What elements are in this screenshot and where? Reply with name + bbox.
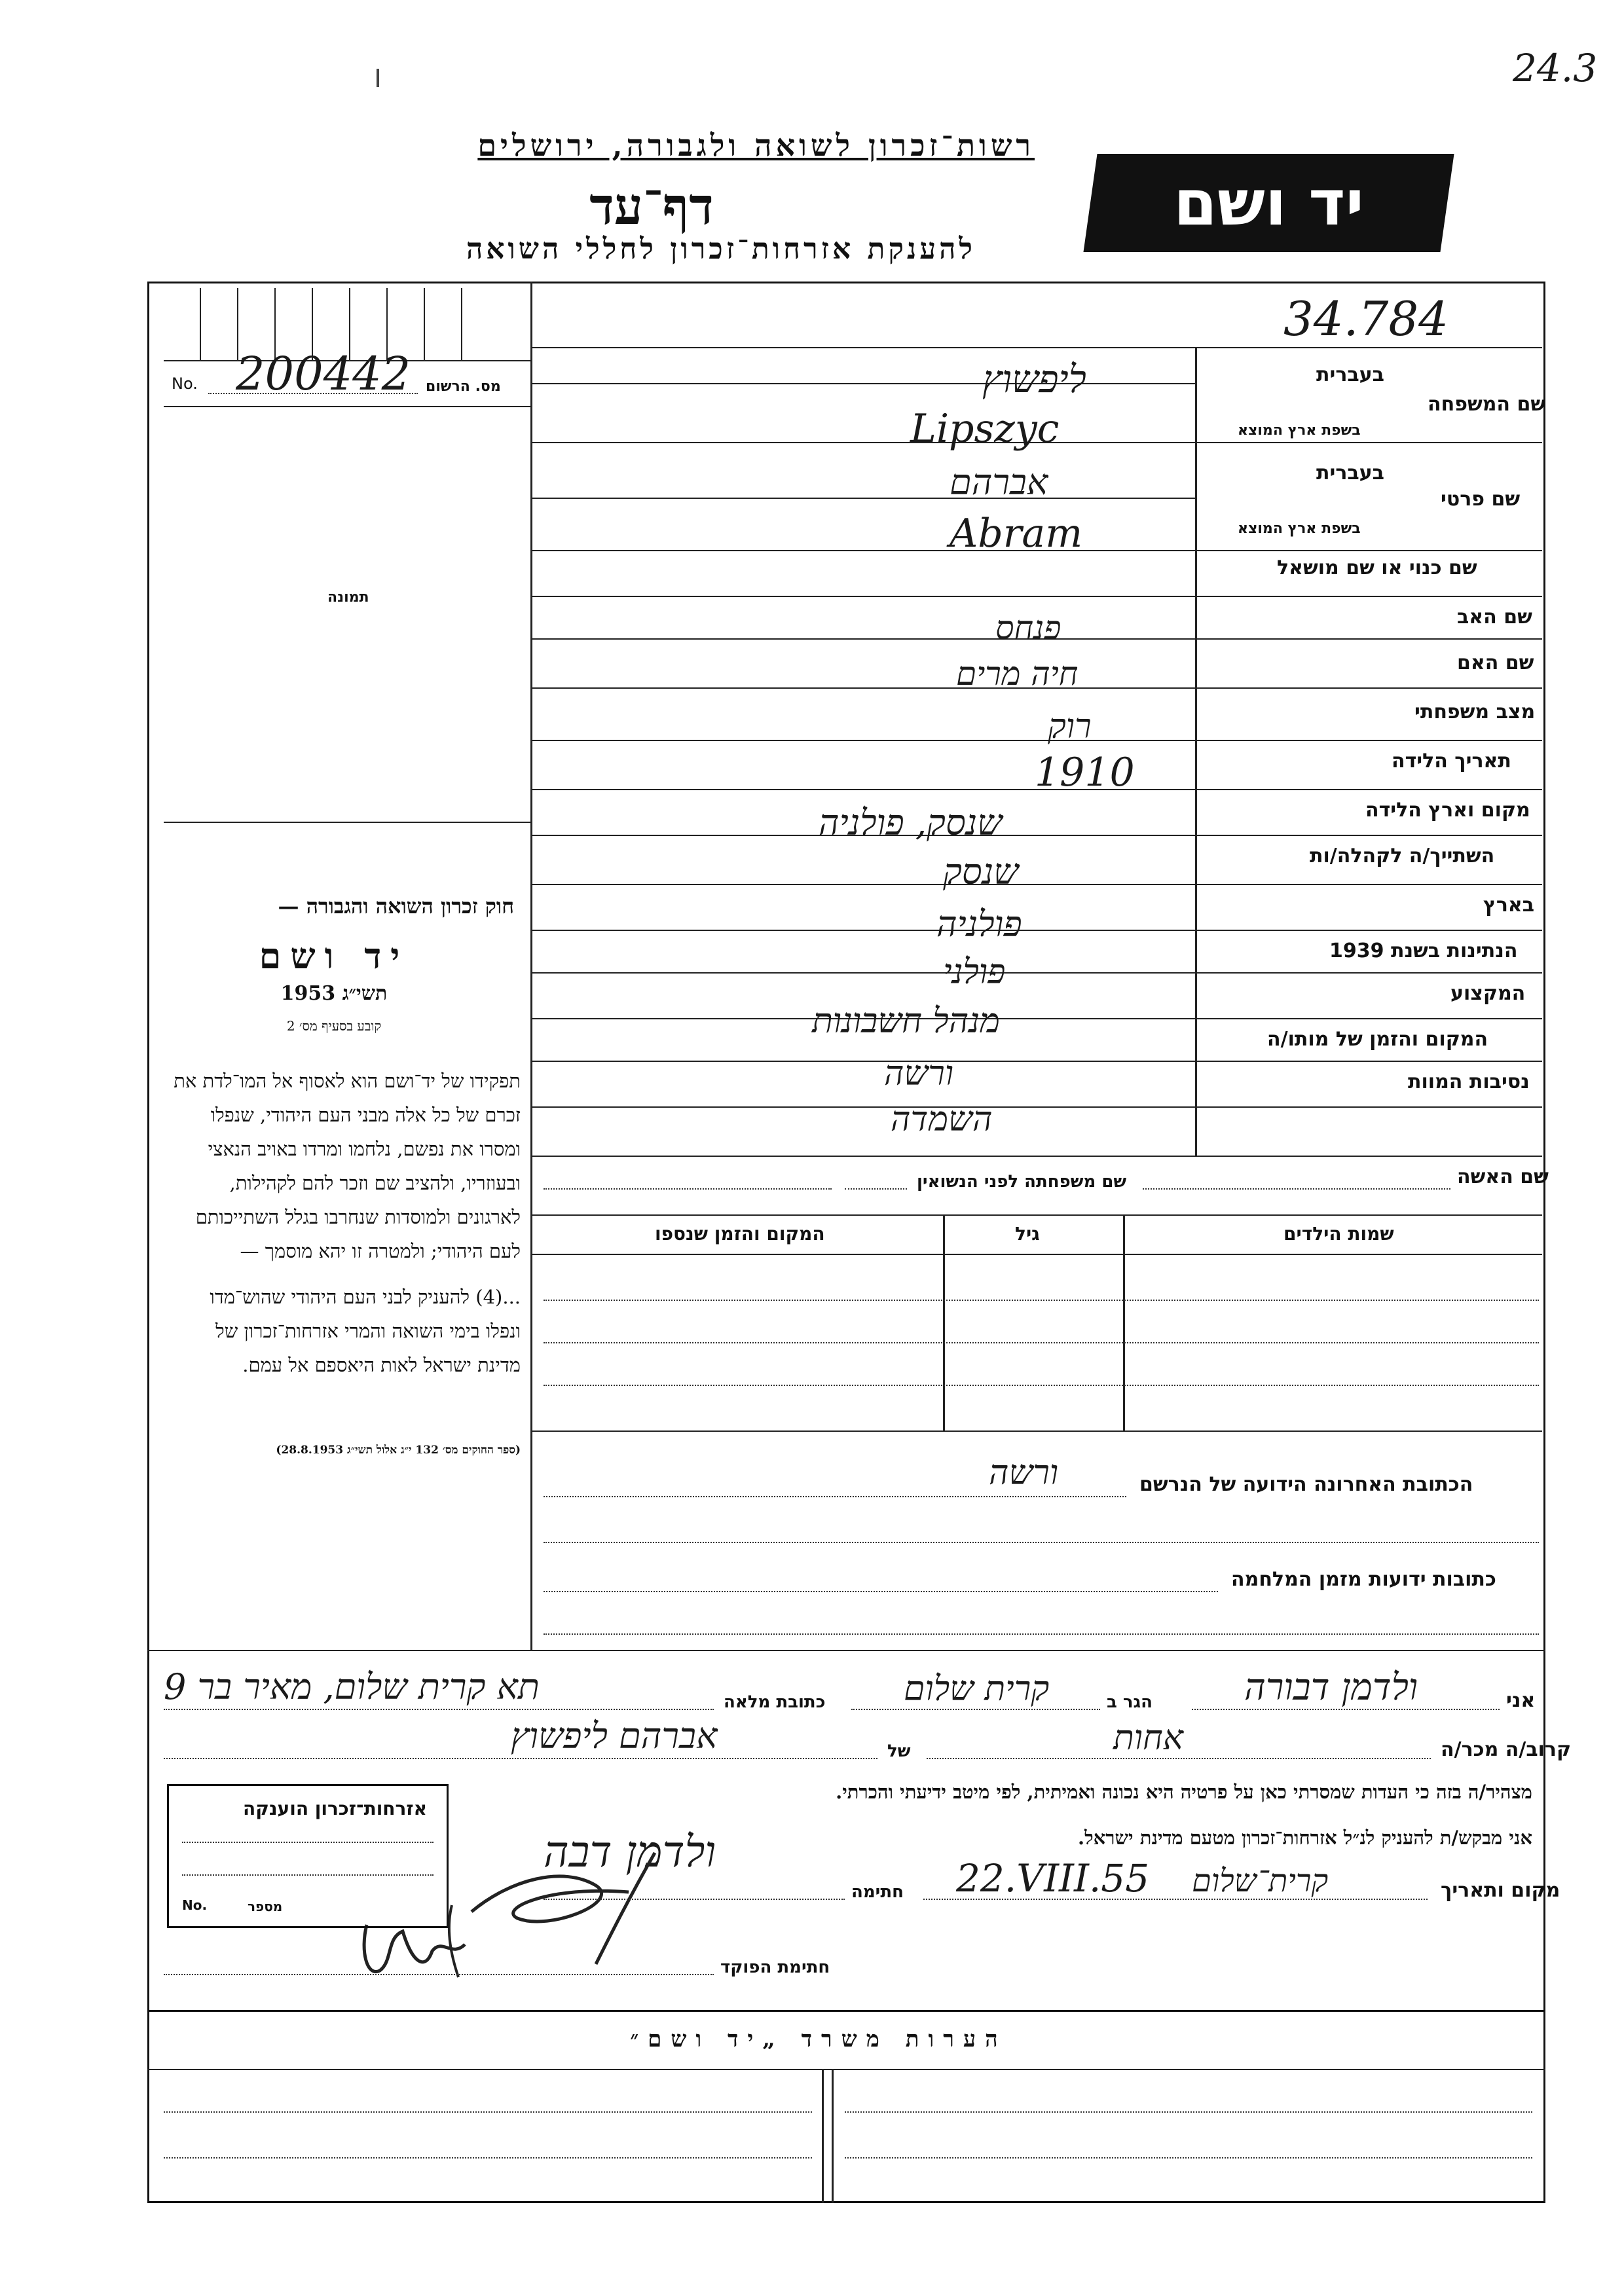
label-last-address: הכתובת האחרונה הידועה של הנרשם [1139,1473,1473,1496]
label-mother: שם האם [1457,651,1534,674]
citizenship-box [167,1784,449,1928]
label-i: אני [1506,1689,1536,1712]
label-family-name: שם המשפחה [1428,393,1546,416]
label-origin-language-1: בשפת ארץ המוצא [1238,422,1361,439]
label-in-hebrew-2: בעברית [1316,462,1384,484]
label-citizenship: הנתינות בשנת 1939 [1329,939,1518,962]
statement-2: אני מבקש/ת להעניק לנ״ל אזרחות־זכרון מטעם מדינת ישראל. [1078,1827,1532,1849]
registration-label: מס. הרשום [426,378,501,395]
citizenship-box-title: אזרחות־זכרון הוענקה [243,1798,427,1819]
citizenship-box-no: No. [182,1897,208,1913]
children-header-age: גיל [1015,1223,1040,1245]
yad-vashem-logo [1083,154,1454,252]
declarant-name: ולדמן דבורה [1244,1666,1418,1709]
logo-text: יד ושם [1173,166,1364,240]
photo-label: תמונה [327,589,369,606]
resides-place: קרית שלום [904,1669,1050,1709]
full-address: תא קרית שלום, מאיר בר 9 [164,1666,540,1707]
label-first-name: שם פרטי [1441,488,1521,511]
signing-date: 22.VIII.55 [956,1856,1150,1901]
label-origin-language-2: בשפת ארץ המוצא [1238,520,1361,537]
corner-number: 24.3 [1513,46,1598,90]
column-divider [530,282,532,1650]
form-title: דף־עד [589,177,714,236]
law-paragraph-2: ...(4) להעניק לבני העם היהודי שהוש־מדו ונפלו בימי השואה והמרי אזרחות־זכרון של מדינת ישראל לאות היאספם אל עמם. [210,1286,521,1376]
office-remarks-title: הערות משרד „יד ושם״ [630,2026,1007,2052]
authority-line: רשות־זכרון לשואה ולגבורה, ירושלים [477,128,1035,163]
law-paragraph-1: תפקידו של יד־ושם הוא לאסוף אל המו־לדת את זכרם של כל אלה מבני העם היהודי, שנפלו ומסרו את נפשם, נלחמו ומרדו באויב הנאצי ובעוזריו, ולהציב שם וזכר להם לקהילות, לארגונים ולמוסדות שנחרבו בגלל השתייכותם לעם היהודי; ולמטרה זו יהא מוסמך — [174,1070,521,1262]
profession: מנהל חשבונות [812,1002,1000,1041]
father-name: פנחס [995,609,1061,647]
mother-name: חיה מרים [956,655,1079,693]
label-full-address: כתובת מלאה [724,1692,826,1712]
label-marital: מצב משפחתי [1414,701,1536,723]
relation: אחות [1113,1719,1183,1758]
country: פולניה [936,903,1022,945]
first-name-origin: Abram [950,511,1083,556]
label-relative: קרוב/ה מכר/ה [1441,1738,1572,1761]
label-nickname: שם כנוי או שם מושאל [1277,556,1477,579]
label-war-addresses: כתובות ידועות מזמן המלחמה [1231,1568,1496,1591]
law-name: יד ושם [259,935,409,977]
registration-no-label: No. [172,374,198,393]
label-father: שם האב [1457,606,1532,629]
label-community: השתייך/ה לקהלה/ות [1310,845,1495,867]
children-header-place: המקום והזמן שנספו [655,1223,825,1245]
death-place: ורשה [884,1054,954,1093]
signing-place: קרית־שלום [1192,1863,1329,1899]
relative-of: אברהם ליפשוץ [511,1715,718,1757]
label-officer-signature: חתימת הפוקד [720,1958,830,1977]
label-place-date: מקום ותאריך [1441,1879,1560,1902]
law-year: תשי״ג 1953 [280,982,388,1005]
declarant-signature: ולדמן דבה [544,1827,716,1877]
family-name-origin: Lipszyc [910,406,1060,452]
statement-1: מצהיר/ה בזה כי העדות שמסרתי כאן על פרטיה היא נכונה ואמיתית, לפי מיטב ידיעתי והכרתי. [836,1781,1532,1803]
label-resides: הגר ב [1107,1692,1153,1712]
stray-mark [377,69,379,87]
community: שנסק [943,851,1019,892]
signature-flourish [458,1840,694,1971]
law-source: (ספר החוקים מס׳ 132 י״ג אלול תשי״ג 28.8.1953) [276,1444,521,1457]
label-signature: חתימה [851,1882,904,1902]
birth-date: 1910 [1035,750,1135,795]
citizenship-box-number-label: מספר [248,1899,283,1914]
last-address: ורשה [989,1453,1059,1493]
death-circumstances: השמדה [891,1100,993,1139]
label-death-place: המקום והזמן של מותו/ה [1267,1028,1488,1051]
birth-place: שנסק, פולניה [819,802,1003,843]
children-header-names: שמות הילדים [1283,1223,1394,1245]
label-maiden-name: שם משפחתה לפני הנשואין [917,1172,1127,1192]
registration-number: 200442 [236,347,411,401]
family-name-hebrew: ליפשוץ [982,357,1086,401]
label-spouse: שם האשה [1457,1165,1549,1188]
label-birth-place: מקום וארץ הלידה [1365,799,1530,822]
marital-status: רוק [1048,707,1092,746]
label-column-divider [1195,347,1197,1156]
citizenship-1939: פולני [943,953,1006,992]
first-name-hebrew: אברהם [950,462,1048,503]
label-country: בארץ [1483,894,1535,917]
label-death-circumstances: נסיבות המוות [1408,1070,1530,1093]
page-top-number: 34.784 [1283,291,1449,346]
label-of: של [887,1741,911,1761]
label-in-hebrew-1: בעברית [1316,363,1384,386]
form-subtitle: להענקת אזרחות־זכרון לחללי השואה [466,232,976,266]
law-section: קובע בסעיף מס׳ 2 [286,1018,382,1034]
label-profession: המקצוע [1450,982,1526,1005]
label-birth-date: תאריך הלידה [1392,750,1511,773]
law-title: חוק זכרון השואה והגבורה — [278,894,514,919]
